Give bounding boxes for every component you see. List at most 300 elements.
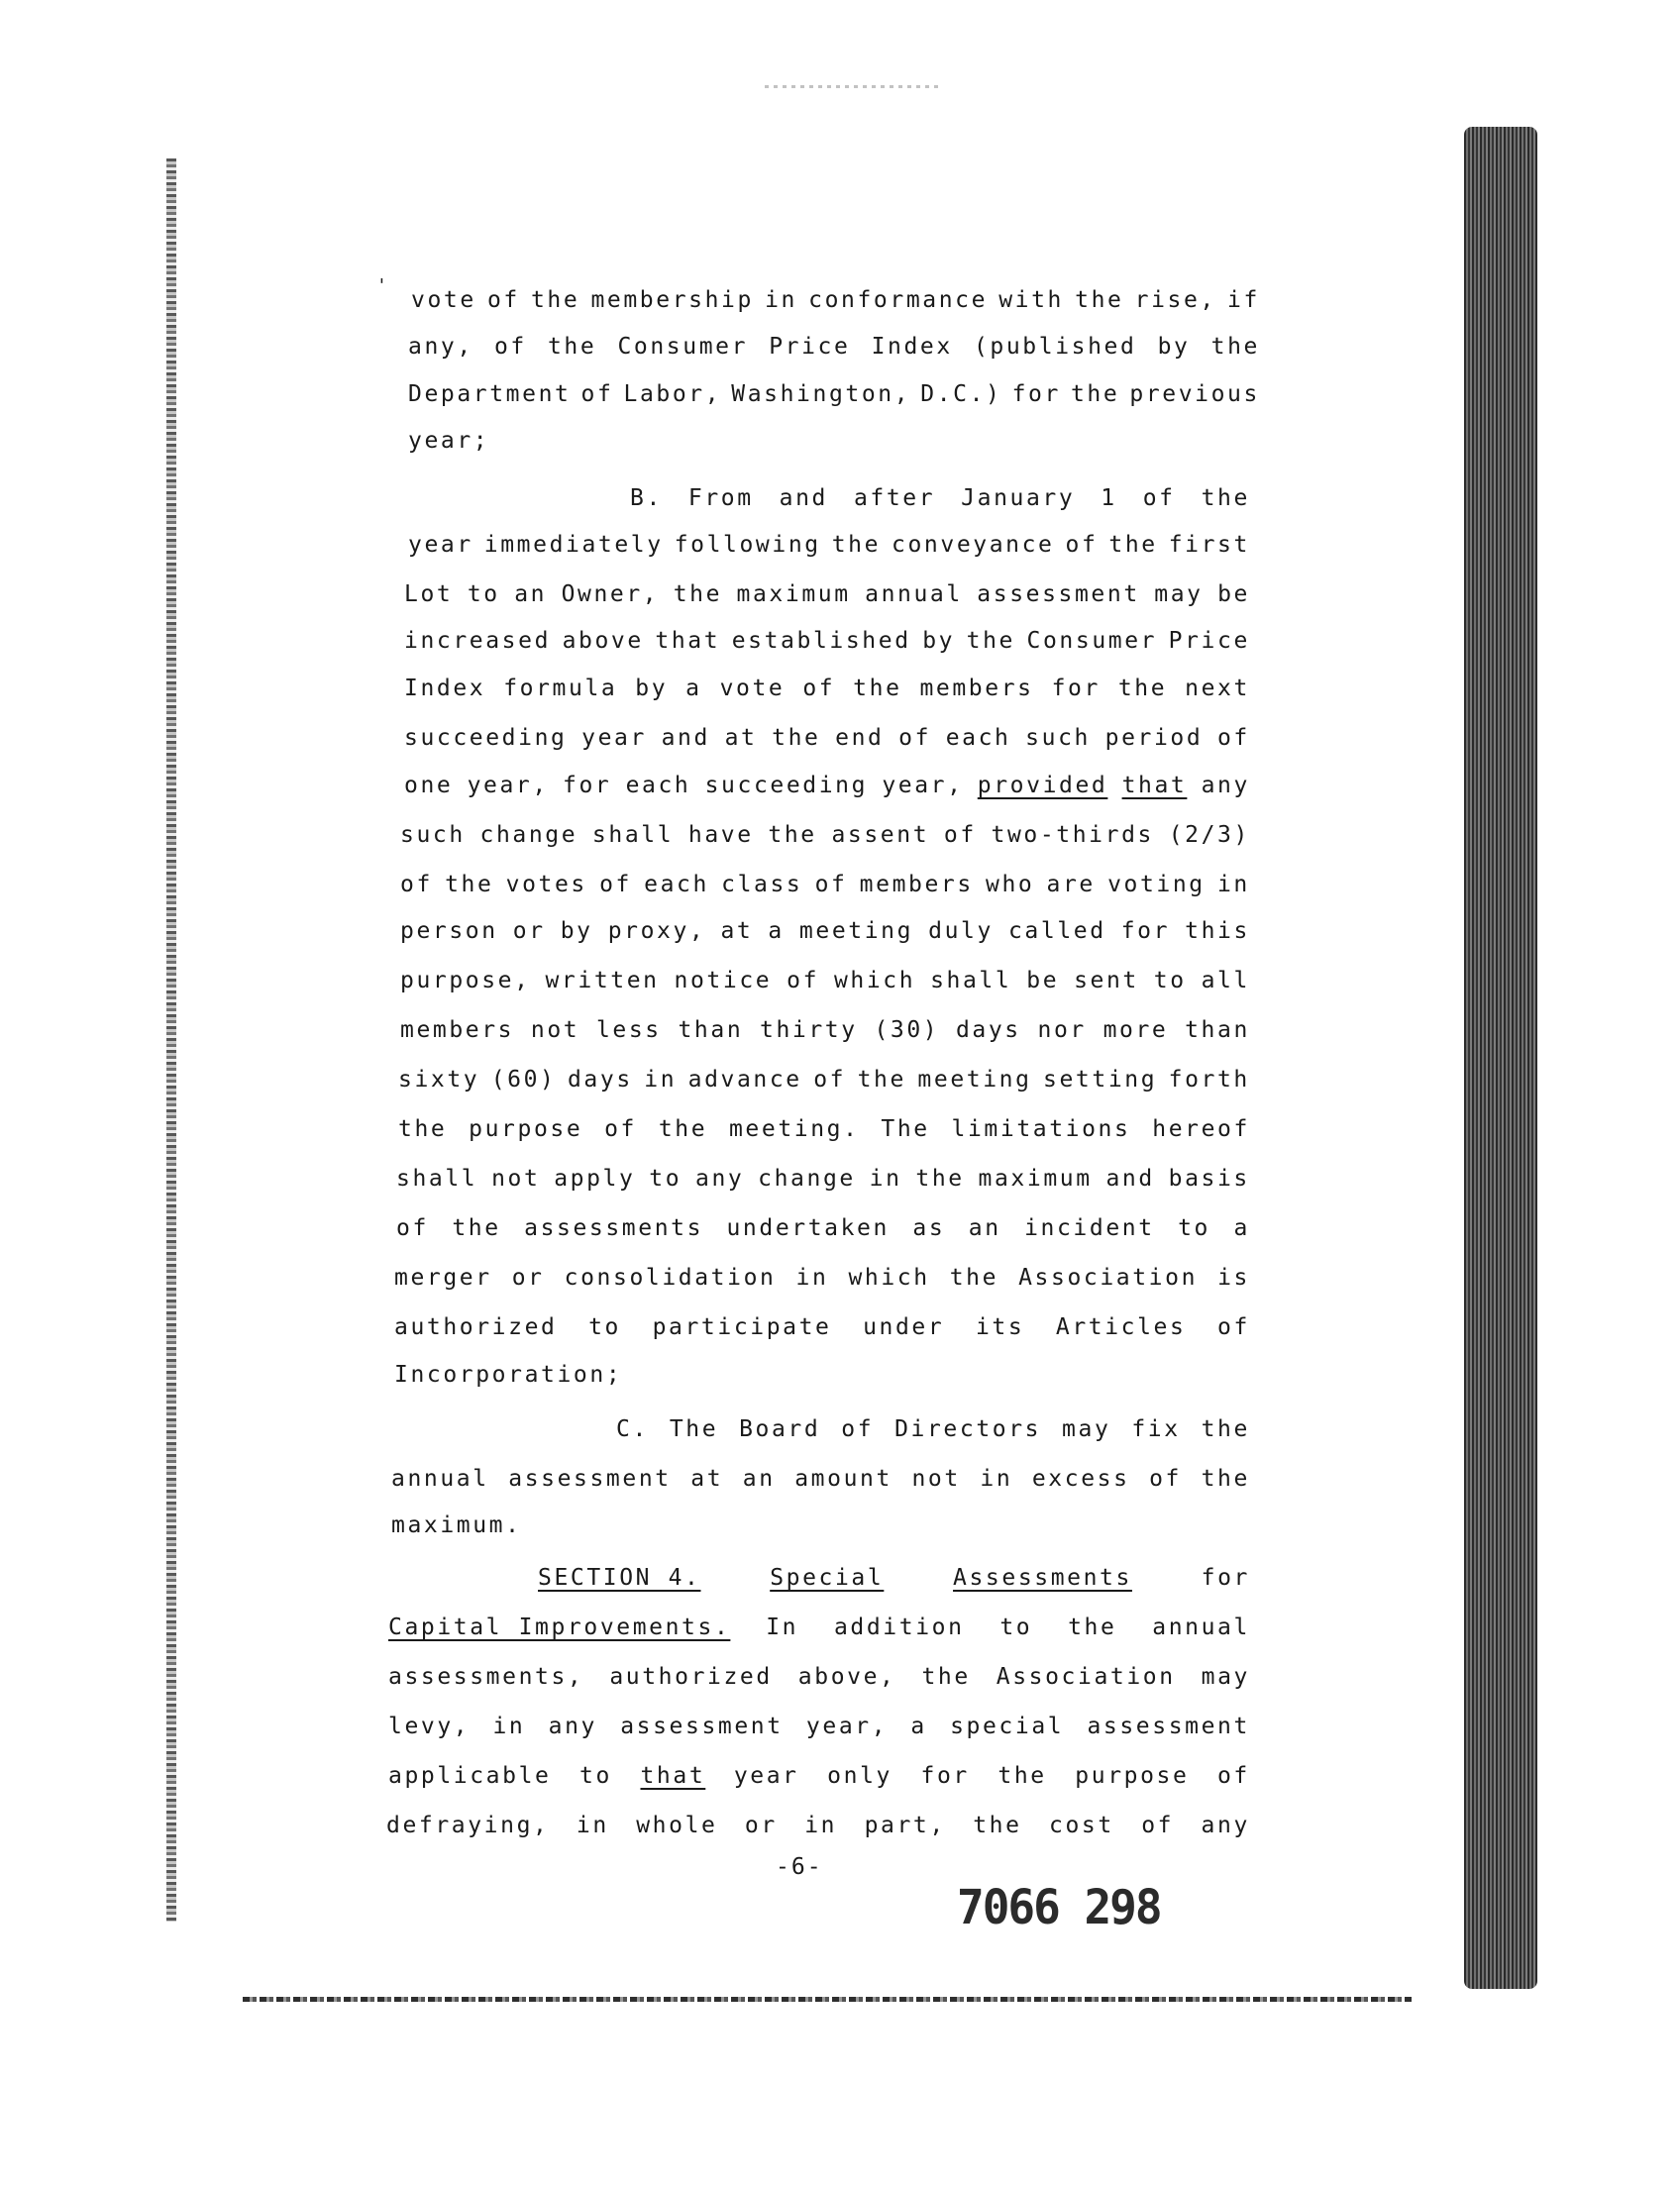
word: or	[512, 918, 546, 944]
word: in	[492, 1714, 526, 1739]
word: each	[644, 872, 709, 897]
word: or	[511, 1265, 545, 1291]
word: with	[998, 287, 1064, 313]
word: sixty	[398, 1067, 480, 1093]
word: sent	[1074, 968, 1139, 993]
word: be	[1217, 581, 1250, 607]
word: The	[881, 1116, 930, 1142]
word: participate	[652, 1314, 832, 1340]
word: to	[649, 1166, 682, 1192]
word: shall	[396, 1166, 478, 1192]
word: the	[768, 822, 817, 848]
word: called	[1007, 918, 1106, 944]
word: Consumer	[617, 334, 749, 360]
word: to	[999, 1614, 1033, 1640]
word: in	[576, 1813, 609, 1838]
word: Owner,	[561, 581, 660, 607]
word: that	[655, 628, 721, 654]
word: the	[398, 1116, 448, 1142]
word: of	[486, 287, 520, 313]
word: more	[1102, 1017, 1169, 1043]
word: of	[604, 1116, 638, 1142]
scan-left-edge	[166, 158, 176, 1922]
word: year;	[408, 428, 490, 454]
word: year	[581, 725, 647, 751]
word: a	[768, 918, 785, 944]
word: at	[720, 918, 754, 944]
word: next	[1185, 676, 1250, 701]
word: as	[912, 1215, 946, 1241]
word: The	[669, 1416, 719, 1442]
word: merger	[394, 1265, 492, 1291]
word: in	[1216, 872, 1250, 897]
word: assessments	[524, 1215, 704, 1241]
word: Lot	[404, 581, 454, 607]
word: shall	[591, 822, 675, 848]
word: by	[560, 918, 593, 944]
text-line	[388, 1662, 1250, 1692]
word: period	[1104, 725, 1204, 751]
word: such	[400, 822, 466, 848]
word: year	[733, 1763, 799, 1789]
word: purpose	[1075, 1763, 1190, 1789]
text-line	[616, 1414, 1250, 1444]
word: one	[404, 773, 454, 798]
word: of	[1216, 1763, 1250, 1789]
word: of	[814, 872, 848, 897]
text-line	[396, 1164, 1250, 1194]
word: under	[863, 1314, 945, 1340]
word: for	[563, 773, 612, 798]
word: In	[766, 1614, 799, 1640]
word: to	[588, 1314, 621, 1340]
word: to	[467, 581, 500, 607]
word: immediately	[483, 532, 664, 558]
word: the	[915, 1166, 965, 1192]
word: hereof	[1152, 1116, 1250, 1142]
word: of	[1142, 485, 1176, 511]
word: year	[408, 532, 473, 558]
word: the	[772, 725, 821, 751]
word: whole	[636, 1813, 718, 1838]
text-line	[404, 626, 1250, 656]
word: in	[795, 1265, 829, 1291]
word: the	[1210, 334, 1260, 360]
word: and	[661, 725, 710, 751]
word: Consumer	[1026, 628, 1158, 654]
margin-mark: '	[376, 275, 387, 296]
text-line	[391, 1510, 522, 1540]
word: the	[452, 1215, 501, 1241]
word: any	[548, 1714, 597, 1739]
word: not	[491, 1166, 541, 1192]
word: assessment	[1087, 1714, 1250, 1739]
word: the	[1070, 381, 1120, 407]
text-line	[396, 1213, 1250, 1243]
scan-right-edge	[1464, 127, 1537, 1989]
word: provided	[977, 773, 1108, 798]
word: year,	[882, 773, 964, 798]
word: only	[827, 1763, 892, 1789]
word: of	[841, 1416, 875, 1442]
word: the	[547, 334, 597, 360]
word: B.	[630, 485, 663, 511]
word: the	[658, 1116, 708, 1142]
word: applicable	[388, 1763, 552, 1789]
word: nor	[1037, 1017, 1087, 1043]
word: of	[1216, 725, 1250, 751]
word: established	[731, 628, 911, 654]
word: meeting	[917, 1067, 1032, 1093]
word: any,	[408, 334, 473, 360]
word: Association	[1018, 1265, 1199, 1291]
word: less	[595, 1017, 662, 1043]
word: the	[921, 1664, 971, 1690]
word: of	[1149, 1466, 1183, 1492]
word: change	[479, 822, 578, 848]
word: the	[1108, 532, 1158, 558]
word: assessments,	[388, 1664, 584, 1690]
word: not	[530, 1017, 580, 1043]
word: of	[1141, 1813, 1175, 1838]
book-page-stamp: 7066 298	[957, 1878, 1161, 1935]
word: the	[973, 1813, 1022, 1838]
text-line	[400, 820, 1250, 850]
word: succeeding	[404, 725, 568, 751]
word: at	[690, 1466, 724, 1492]
word: the	[966, 628, 1015, 654]
text-line	[404, 674, 1250, 703]
word: assessment	[620, 1714, 784, 1739]
word: written	[545, 968, 660, 993]
word: end	[835, 725, 885, 751]
word: of	[813, 1067, 847, 1093]
word: C.	[616, 1416, 649, 1442]
word: the	[1201, 1466, 1250, 1492]
word: than	[678, 1017, 744, 1043]
word: Assessments	[953, 1565, 1132, 1591]
text-line	[391, 1464, 1250, 1494]
word: for	[1011, 381, 1061, 407]
word: two-thirds	[991, 822, 1154, 848]
word: any	[1201, 1813, 1250, 1838]
word: all	[1201, 968, 1250, 993]
word: in	[644, 1067, 678, 1093]
word: an	[514, 581, 548, 607]
word: the	[445, 872, 494, 897]
word: the	[949, 1265, 999, 1291]
word: which	[848, 1265, 930, 1291]
text-line	[388, 1761, 1250, 1791]
word: conformance	[808, 287, 989, 313]
word: purpose,	[400, 968, 531, 993]
word: proxy,	[607, 918, 706, 944]
word: if	[1227, 287, 1260, 313]
word: (60)	[490, 1067, 557, 1093]
word: its	[975, 1314, 1025, 1340]
word: SECTION 4.	[538, 1565, 701, 1591]
word: shall	[930, 968, 1012, 993]
word: thirty	[760, 1017, 858, 1043]
word: each	[945, 725, 1011, 751]
text-line	[394, 1312, 1250, 1342]
word: duly	[928, 918, 994, 944]
word: an	[968, 1215, 1001, 1241]
text-line	[400, 916, 1250, 946]
word: the	[857, 1067, 906, 1093]
text-line	[398, 1065, 1250, 1094]
word: the	[530, 287, 580, 313]
word: the	[998, 1763, 1047, 1789]
word: authorized	[609, 1664, 773, 1690]
text-line	[408, 530, 1250, 560]
word: amount	[794, 1466, 892, 1492]
word: that	[1121, 773, 1188, 798]
word: by	[1157, 334, 1191, 360]
text-line	[538, 1563, 1250, 1593]
text-line	[398, 1114, 1250, 1144]
text-line	[630, 483, 1250, 513]
word: a	[685, 676, 702, 701]
word: defraying,	[386, 1813, 550, 1838]
word: annual	[1152, 1614, 1250, 1640]
word: annual	[391, 1466, 489, 1492]
word: year,	[805, 1714, 889, 1739]
word: conveyance	[892, 532, 1055, 558]
word: membership	[590, 287, 754, 313]
text-line	[404, 579, 1250, 609]
word: of	[1217, 1314, 1250, 1340]
text-line	[404, 723, 1250, 753]
word: formula	[503, 676, 618, 701]
word: in	[804, 1813, 838, 1838]
word: the	[831, 532, 882, 558]
word: and	[1105, 1166, 1155, 1192]
word: limitations	[951, 1116, 1131, 1142]
word: fix	[1131, 1416, 1181, 1442]
word: Labor,	[623, 381, 722, 407]
word: of	[396, 1215, 429, 1241]
word: January	[961, 485, 1076, 511]
word: annual	[865, 581, 963, 607]
word: (2/3)	[1168, 822, 1250, 848]
word: are	[1046, 872, 1096, 897]
word: year,	[467, 773, 549, 798]
word: have	[687, 822, 754, 848]
word: above	[562, 628, 644, 654]
word: at	[724, 725, 758, 751]
word: person	[400, 918, 498, 944]
word: Department	[408, 381, 572, 407]
word: Capital Improvements.	[388, 1614, 731, 1640]
word: Index	[871, 334, 953, 360]
text-line	[388, 1613, 1250, 1642]
word: excess	[1031, 1466, 1130, 1492]
word: levy,	[388, 1714, 471, 1739]
word: of	[802, 676, 836, 701]
word: rise,	[1134, 287, 1216, 313]
word: for	[1201, 1565, 1250, 1591]
word: Washington,	[731, 381, 911, 407]
word: the	[673, 581, 723, 607]
word: may	[1201, 1664, 1250, 1690]
word: advance	[687, 1067, 802, 1093]
text-line	[408, 332, 1260, 362]
word: of	[1065, 532, 1099, 558]
text-line	[408, 379, 1260, 409]
word: may	[1062, 1416, 1111, 1442]
word: Board	[739, 1416, 821, 1442]
word: for	[1051, 676, 1101, 701]
word: this	[1185, 918, 1250, 944]
word: members	[919, 676, 1034, 701]
text-line	[400, 966, 1250, 995]
word: members	[859, 872, 974, 897]
word: days	[567, 1067, 633, 1093]
word: incident	[1024, 1215, 1155, 1241]
word: than	[1185, 1017, 1250, 1043]
word: setting	[1043, 1067, 1158, 1093]
word: From	[687, 485, 754, 511]
word: apply	[554, 1166, 636, 1192]
word: be	[1026, 968, 1060, 993]
word: or	[744, 1813, 778, 1838]
word: maximum	[736, 581, 851, 607]
word: and	[779, 485, 828, 511]
word: in	[980, 1466, 1013, 1492]
word: who	[986, 872, 1035, 897]
word: assessment	[508, 1466, 672, 1492]
word: purpose	[469, 1116, 583, 1142]
word: the	[1201, 1416, 1250, 1442]
word: above,	[797, 1664, 896, 1690]
word: votes	[505, 872, 587, 897]
scan-bottom-edge	[243, 1997, 1412, 2002]
word: any	[1201, 773, 1250, 798]
word: of	[787, 968, 820, 993]
word: assent	[831, 822, 930, 848]
word: a	[910, 1714, 927, 1739]
word: cost	[1049, 1813, 1114, 1838]
word: for	[920, 1763, 970, 1789]
word: authorized	[394, 1314, 558, 1340]
text-line	[411, 285, 1260, 315]
text-line	[408, 426, 489, 456]
word: of	[943, 822, 977, 848]
word: vote	[411, 287, 476, 313]
word: to	[579, 1763, 612, 1789]
word: the	[853, 676, 902, 701]
word: such	[1025, 725, 1091, 751]
text-line	[388, 1712, 1250, 1741]
word: which	[833, 968, 916, 993]
word: by	[922, 628, 956, 654]
text-line	[400, 1015, 1250, 1045]
word: Special	[770, 1565, 885, 1591]
word: by	[635, 676, 669, 701]
word: part,	[864, 1813, 946, 1838]
text-line	[400, 870, 1250, 899]
word: of	[599, 872, 632, 897]
word: of	[898, 725, 932, 751]
word: previous	[1129, 381, 1260, 407]
word: each	[625, 773, 691, 798]
word: is	[1217, 1265, 1250, 1291]
word: notice	[674, 968, 773, 993]
word: following	[674, 532, 821, 558]
word: Price	[1168, 628, 1250, 654]
word: a	[1233, 1215, 1250, 1241]
word: the	[1068, 1614, 1117, 1640]
word: days	[955, 1017, 1021, 1043]
word: basis	[1168, 1166, 1250, 1192]
word: succeeding	[704, 773, 869, 798]
word: maximum	[978, 1166, 1093, 1192]
word: in	[765, 287, 797, 313]
text-line	[394, 1360, 622, 1390]
word: assessment	[977, 581, 1140, 607]
word: for	[1120, 918, 1171, 944]
word: the	[1117, 676, 1168, 701]
word: Association	[996, 1664, 1176, 1690]
word: change	[758, 1166, 856, 1192]
word: voting	[1107, 872, 1206, 897]
word: an	[742, 1466, 776, 1492]
word: class	[721, 872, 803, 897]
page-number: -6-	[776, 1854, 823, 1880]
word: D.C.)	[920, 381, 1002, 407]
word: any	[695, 1166, 745, 1192]
word: Directors	[894, 1416, 1042, 1442]
word: the	[1075, 287, 1124, 313]
word: undertaken	[726, 1215, 890, 1241]
word: in	[869, 1166, 902, 1192]
word: meeting.	[728, 1116, 860, 1142]
word: increased	[404, 628, 552, 654]
word: to	[1153, 968, 1187, 993]
word: Articles	[1055, 1314, 1187, 1340]
word: of	[580, 381, 614, 407]
word: members	[400, 1017, 515, 1043]
text-line	[386, 1811, 1250, 1840]
word: special	[950, 1714, 1065, 1739]
word: consolidation	[564, 1265, 777, 1291]
word: first	[1168, 532, 1250, 558]
word: not	[911, 1466, 961, 1492]
word: 1	[1101, 485, 1117, 511]
scan-top-smudge	[765, 85, 943, 88]
word: (published	[973, 334, 1137, 360]
text-line	[394, 1263, 1250, 1293]
word: the	[1201, 485, 1250, 511]
word: maximum.	[391, 1512, 522, 1538]
word: that	[640, 1763, 706, 1789]
word: Price	[769, 334, 851, 360]
word: vote	[719, 676, 786, 701]
word: of	[400, 872, 433, 897]
word: Index	[404, 676, 486, 701]
word: to	[1178, 1215, 1211, 1241]
word: (30)	[874, 1017, 940, 1043]
word: after	[853, 485, 936, 511]
word: meeting	[798, 918, 914, 944]
word: forth	[1168, 1067, 1250, 1093]
text-line	[404, 771, 1250, 800]
word: addition	[833, 1614, 965, 1640]
word: may	[1154, 581, 1204, 607]
word: Incorporation;	[394, 1362, 623, 1388]
word: of	[493, 334, 527, 360]
